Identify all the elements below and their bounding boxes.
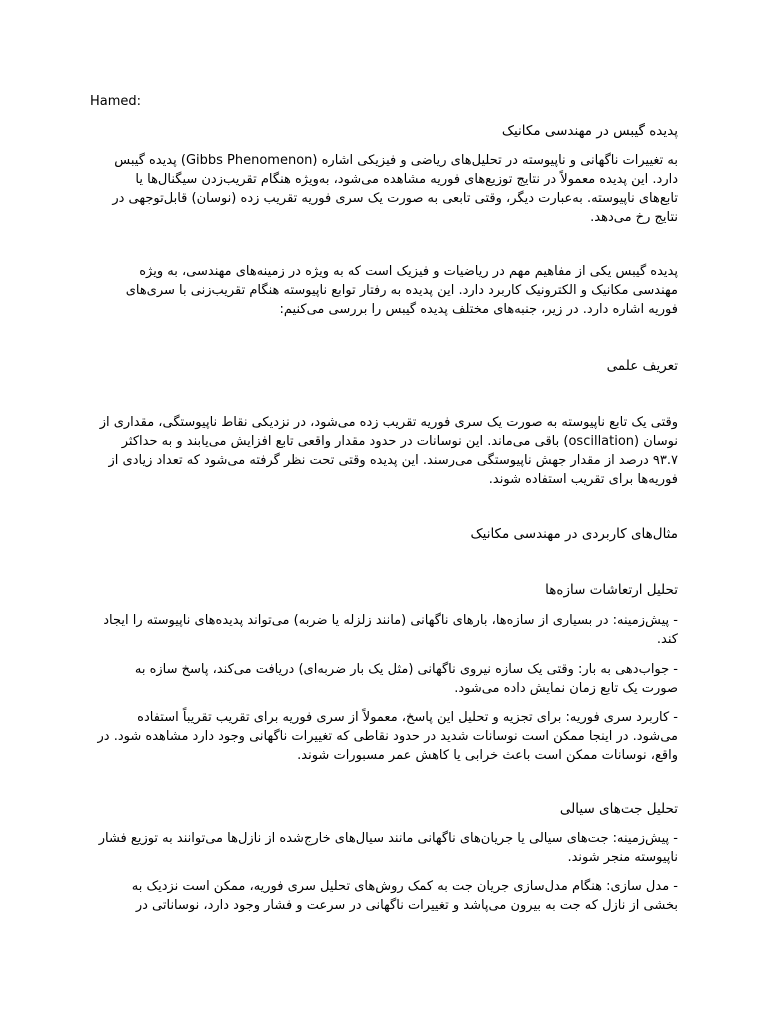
- author-label: Hamed:: [90, 94, 142, 109]
- applications-heading: مثال‌های کاربردی در مهندسی مکانیک: [470, 526, 678, 542]
- list-item: - پیش‌زمینه: در بسیاری از سازه‌ها، بارهای ناگهانی (مانند زلزله یا ضربه) می‌تواند پدیده‌های ناپیوسته را ایجاد کند.: [103, 613, 678, 647]
- fluid-jets-heading: تحلیل جت‌های سیالی: [559, 801, 678, 817]
- vibration-item-2: [95, 660, 678, 698]
- vibration-item-1: [95, 611, 678, 649]
- vibration-heading: تحلیل ارتعاشات سازه‌ها: [545, 582, 678, 598]
- scientific-definition-heading: تعریف علمی: [606, 358, 678, 374]
- second-paragraph-text: پدیده گیبس یکی از مفاهیم مهم در ریاضیات و فیزیک است که به ویژه در زمینه‌های مهندسی، به ویژه مهندسی مکانیک و الکترونیک کاربرد دارد. این پدیده به رفتار توابع ناپیوسته هنگام تقریب‌زنی با سری‌های فوریه اشاره دارد. در زیر، جنبه‌های مختلف پدیده گیبس را بررسی می‌کنیم:: [125, 264, 678, 317]
- scientific-definition-paragraph: [95, 413, 678, 489]
- intro-paragraph-text: به تغییرات ناگهانی و ناپیوسته در تحلیل‌های ریاضی و فیزیکی اشاره (Gibbs Phenomenon) پدیده گیبس دارد. این پدیده معمولاً در نتایج توزیع‌های فوریه مشاهده می‌شود، به‌ویژه هنگام تقریب‌زدن سیگنال‌ها یا تابع‌های ناپیوسته. به‌عبارت دیگر، وقتی تابعی به صورت یک سری فوریه تقریب زده (نوسان) قابل‌توجهی در نتایج رخ می‌دهد.: [112, 153, 678, 225]
- list-item: - مدل سازی: هنگام مدل‌سازی جریان جت به کمک روش‌های تحلیل سری فوریه، ممکن است نزدیک به بخشی از نازل که جت به بیرون می‌پاشد و تغییرات ناگهانی در سرعت و فشار وجود دارد، نوساناتی در: [131, 879, 678, 913]
- scientific-definition-text: وقتی یک تابع ناپیوسته به صورت یک سری فوریه تقریب زده می‌شود، در نزدیکی نقاط ناپیوستگی، مقداری از نوسان (oscillation) باقی می‌ماند. این نوسانات در حدود مقدار واقعی تابع افزایش می‌یابند و به حداکثر ۹۳.۷ درصد از مقدار جهش ناپیوستگی می‌رسند. این پدیده وقتی تحت نظر گرفته می‌شود که تعداد زیادی از فوریه‌ها برای تقریب استفاده شوند.: [99, 415, 678, 487]
- second-paragraph: [95, 262, 678, 319]
- vibration-item-3: [95, 708, 678, 765]
- fluid-jets-item-2: [95, 877, 678, 915]
- list-item: - پیش‌زمینه: جت‌های سیالی یا جریان‌های ناگهانی مانند سیال‌های خارج‌شده از نازل‌ها می‌توانند به توزیع فشار ناپیوسته منجر شوند.: [98, 831, 678, 865]
- fluid-jets-item-1: [95, 829, 678, 867]
- list-item: - کاربرد سری فوریه: برای تجزیه و تحلیل این پاسخ، معمولاً از سری فوریه برای تقریب تقریباً استفاده می‌شود. در اینجا ممکن است نوسانات شدید در حدود نقاطی که تغییرات ناگهانی وجود دارد مشاهده شود. در واقع، نوسانات ممکن است باعث خرابی یا کاهش عمر مسبورات شوند.: [97, 710, 678, 763]
- document-title: پدیده گیبس در مهندسی مکانیک: [501, 123, 678, 139]
- list-item: - جواب‌دهی به بار: وقتی یک سازه نیروی ناگهانی (مثل یک بار ضربه‌ای) دریافت می‌کند، پاسخ سازه به صورت یک تابع زمان نمایش داده می‌شود.: [134, 662, 678, 696]
- intro-paragraph: [95, 151, 678, 227]
